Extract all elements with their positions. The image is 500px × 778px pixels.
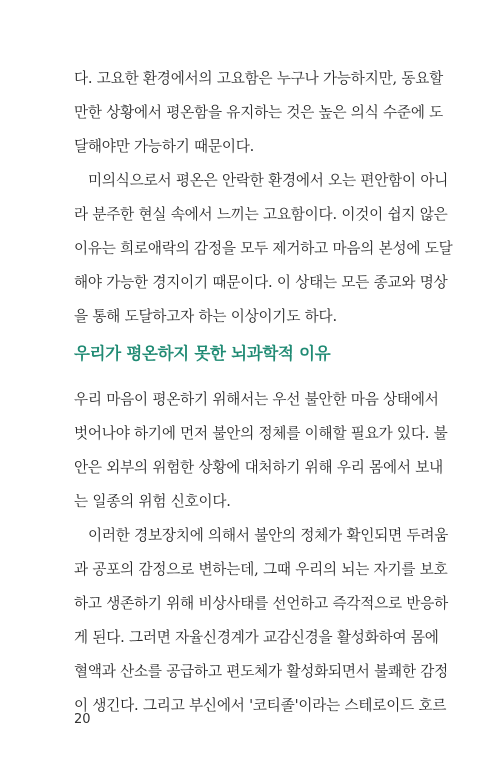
text-line: 혈액과 산소를 공급하고 편도체가 활성화되면서 불쾌한 감정	[74, 663, 449, 680]
text-line: 우리 마음이 평온하기 위해서는 우선 불안한 마음 상태에서	[74, 391, 439, 408]
text-line: 벗어나야 하기에 먼저 불안의 정체를 이해할 필요가 있다. 불	[74, 425, 448, 442]
text-line: 이 생긴다. 그리고 부신에서 '코티졸'이라는 스테로이드 호르	[74, 697, 447, 714]
text-line: 는 일종의 위험 신호이다.	[74, 493, 231, 510]
page-number: 20	[74, 712, 91, 727]
text-line: 하고 생존하기 위해 비상사태를 선언하고 즉각적으로 반응하	[74, 595, 449, 612]
paragraph-group-2	[74, 383, 449, 723]
text-line: 만한 상황에서 평온함을 유지하는 것은 높은 의식 수준에 도	[74, 104, 444, 121]
text-line: 해야 가능한 경지이기 때문이다. 이 상태는 모든 종교와 명상	[74, 274, 448, 291]
text-line: 을 통해 도달하고자 하는 이상이기도 하다.	[74, 308, 337, 325]
text-line: 라 분주한 현실 속에서 느끼는 고요함이다. 이것이 쉽지 않은	[74, 206, 448, 223]
text-line: 게 된다. 그러면 자율신경계가 교감신경을 활성화하여 몸에	[74, 629, 439, 646]
text-line: 달해야만 가능하기 때문이다.	[74, 138, 255, 155]
text-line: 안은 외부의 위험한 상황에 대처하기 위해 우리 몸에서 보내	[74, 459, 444, 476]
text-line: 과 공포의 감정으로 변하는데, 그때 우리의 뇌는 자기를 보호	[74, 561, 448, 578]
text-line: 이러한 경보장치에 의해서 불안의 정체가 확인되면 두려움	[88, 527, 449, 544]
text-line: 다. 고요한 환경에서의 고요함은 누구나 가능하지만, 동요할	[74, 70, 444, 87]
paragraph-group-1	[74, 62, 453, 334]
section-heading: 우리가 평온하지 못한 뇌과학적 이유	[74, 344, 331, 363]
text-line: 이유는 희로애락의 감정을 모두 제거하고 마음의 본성에 도달	[74, 240, 453, 257]
text-line: 미의식으로서 평온은 안락한 환경에서 오는 편안함이 아니	[88, 172, 449, 189]
